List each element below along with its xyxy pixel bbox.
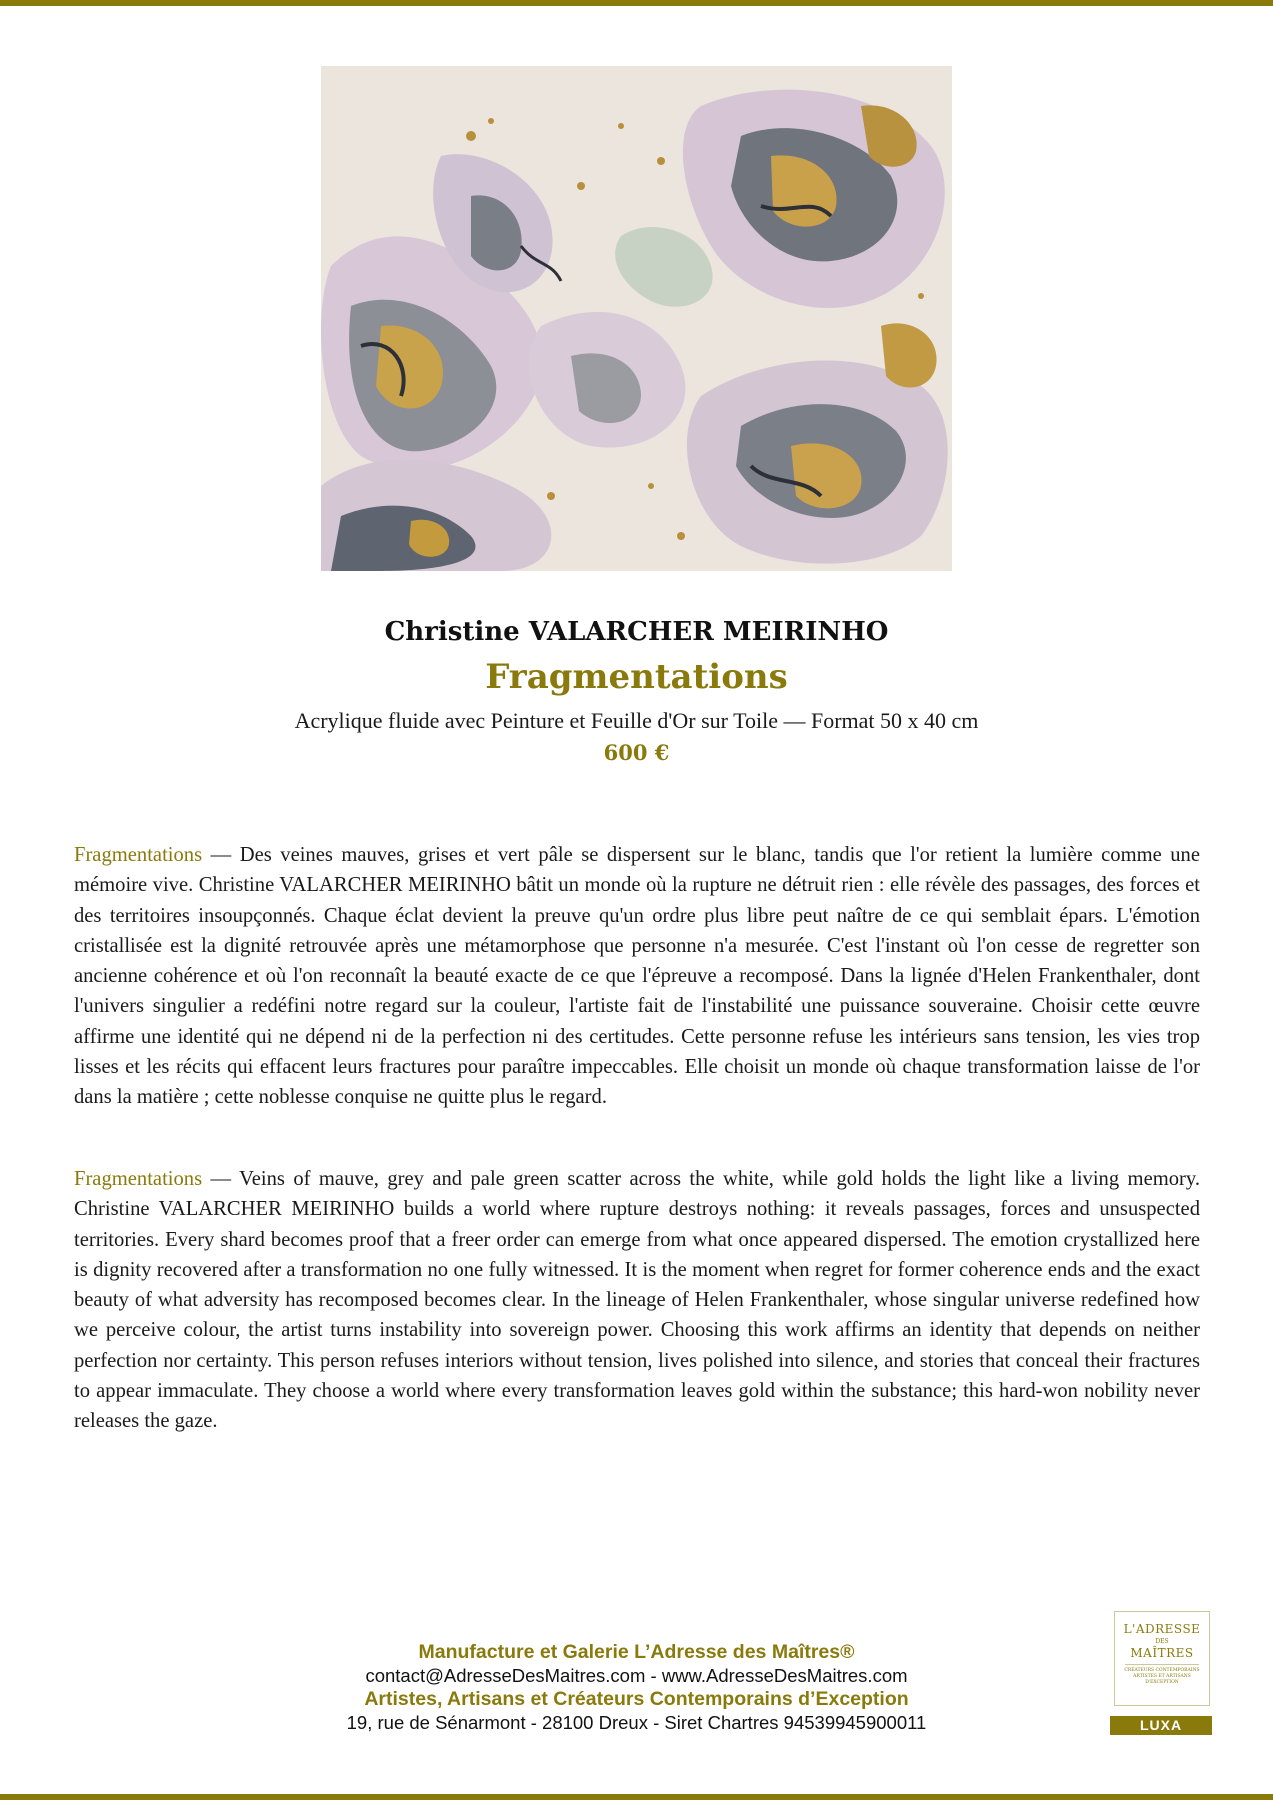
luxa-badge: LUXA: [1110, 1716, 1212, 1735]
logo-line-1: L'ADRESSE: [1123, 1622, 1201, 1636]
bottom-border: [0, 1794, 1273, 1800]
description-english-lead: Fragmentations: [74, 1168, 203, 1190]
logo-divider: [1125, 1664, 1199, 1665]
gallery-logo: [1114, 1611, 1210, 1706]
artwork-medium: Acrylique fluide avec Peinture et Feuille d'Or sur Toile — Format 50 x 40 cm: [294, 708, 979, 733]
description-french-lead: Fragmentations: [74, 844, 203, 866]
top-border: [0, 0, 1273, 6]
artwork-price: 600 €: [603, 740, 670, 765]
description-french-body: — Des veines mauves, grises et vert pâle se dispersent sur le blanc, tandis que l'or retient la lumière comme une mémoire vive. Christine VALARCHER MEIRINHO bâtit un monde où la rupture ne détruit rien : elle révèle des passages, des forces et des territoires insoupçonnés. Chaque éclat devient la preuve qu'un ordre plus libre peut naître de ce qui semblait épars. L'émotion cristallisée est la dignité retrouvée après une métamorphose que personne n'a mesurée. C'est l'instant où l'on cesse de regretter son ancienne cohérence et où l'on reconnaît la beauté exacte de ce que l'épreuve a recomposé. Dans la lignée d'Helen Frankenthaler, dont l'univers singulier a redéfini notre regard sur la couleur, l'artiste fait de l'instabilité une puissance souveraine. Choisir cette œuvre affirme une identité qui ne dépend ni de la perfection ni des certitudes. Cette personne refuse les intérieurs sans tension, les vies trop lisses et les récits qui effacent leurs fractures pour paraître impeccables. Elle choisit un monde où chaque transformation laisse de l'or dans la matière ; cette noblesse conquise ne quitte plus le regard.: [74, 844, 1200, 1109]
artwork-header: [0, 612, 1273, 768]
description-english: [74, 1164, 1200, 1437]
artwork-image: [321, 66, 952, 571]
footer-address: 19, rue de Sénarmont - 28100 Dreux - Siret Chartres 94539945900011: [346, 1712, 927, 1733]
artwork-title: Fragmentations: [485, 657, 788, 697]
footer-tagline: Artistes, Artisans et Créateurs Contemporains d’Exception: [364, 1688, 909, 1710]
description-french: [74, 840, 1200, 1113]
abstract-painting-image: [321, 66, 952, 571]
footer-contact: contact@AdresseDesMaitres.com - www.AdresseDesMaitres.com: [365, 1665, 908, 1686]
footer: [0, 1640, 1273, 1735]
logo-line-4: CRÉATEURS CONTEMPORAINS ARTISTES ET ARTISANS D'EXCEPTION: [1124, 1668, 1200, 1685]
logo-line-2: DES: [1155, 1638, 1169, 1645]
logo-line-3: MAÎTRES: [1130, 1646, 1194, 1660]
artist-name: Christine VALARCHER MEIRINHO: [384, 617, 889, 647]
description-english-body: — Veins of mauve, grey and pale green scatter across the white, while gold holds the light like a living memory. Christine VALARCHER MEIRINHO builds a world where rupture destroys nothing: it reveals passages, forces and unsuspected territories. Every shard becomes proof that a freer order can emerge from what once appeared dispersed. The emotion crystallized here is dignity recovered after a transformation no one fully witnessed. It is the moment when regret for former coherence ends and the exact beauty of what adversity has recomposed becomes clear. In the lineage of Helen Frankenthaler, whose singular universe redefined how we perceive colour, the artist turns instability into sovereign power. Choosing this work affirms an identity that depends on neither perfection nor certainty. This person refuses interiors without tension, lives polished into silence, and stories that conceal their fractures to appear immaculate. They choose a world where every transformation leaves gold within the substance; this hard-won nobility never releases the gaze.: [74, 1168, 1200, 1433]
footer-gallery-name: Manufacture et Galerie L’Adresse des Maîtres®: [418, 1641, 855, 1663]
